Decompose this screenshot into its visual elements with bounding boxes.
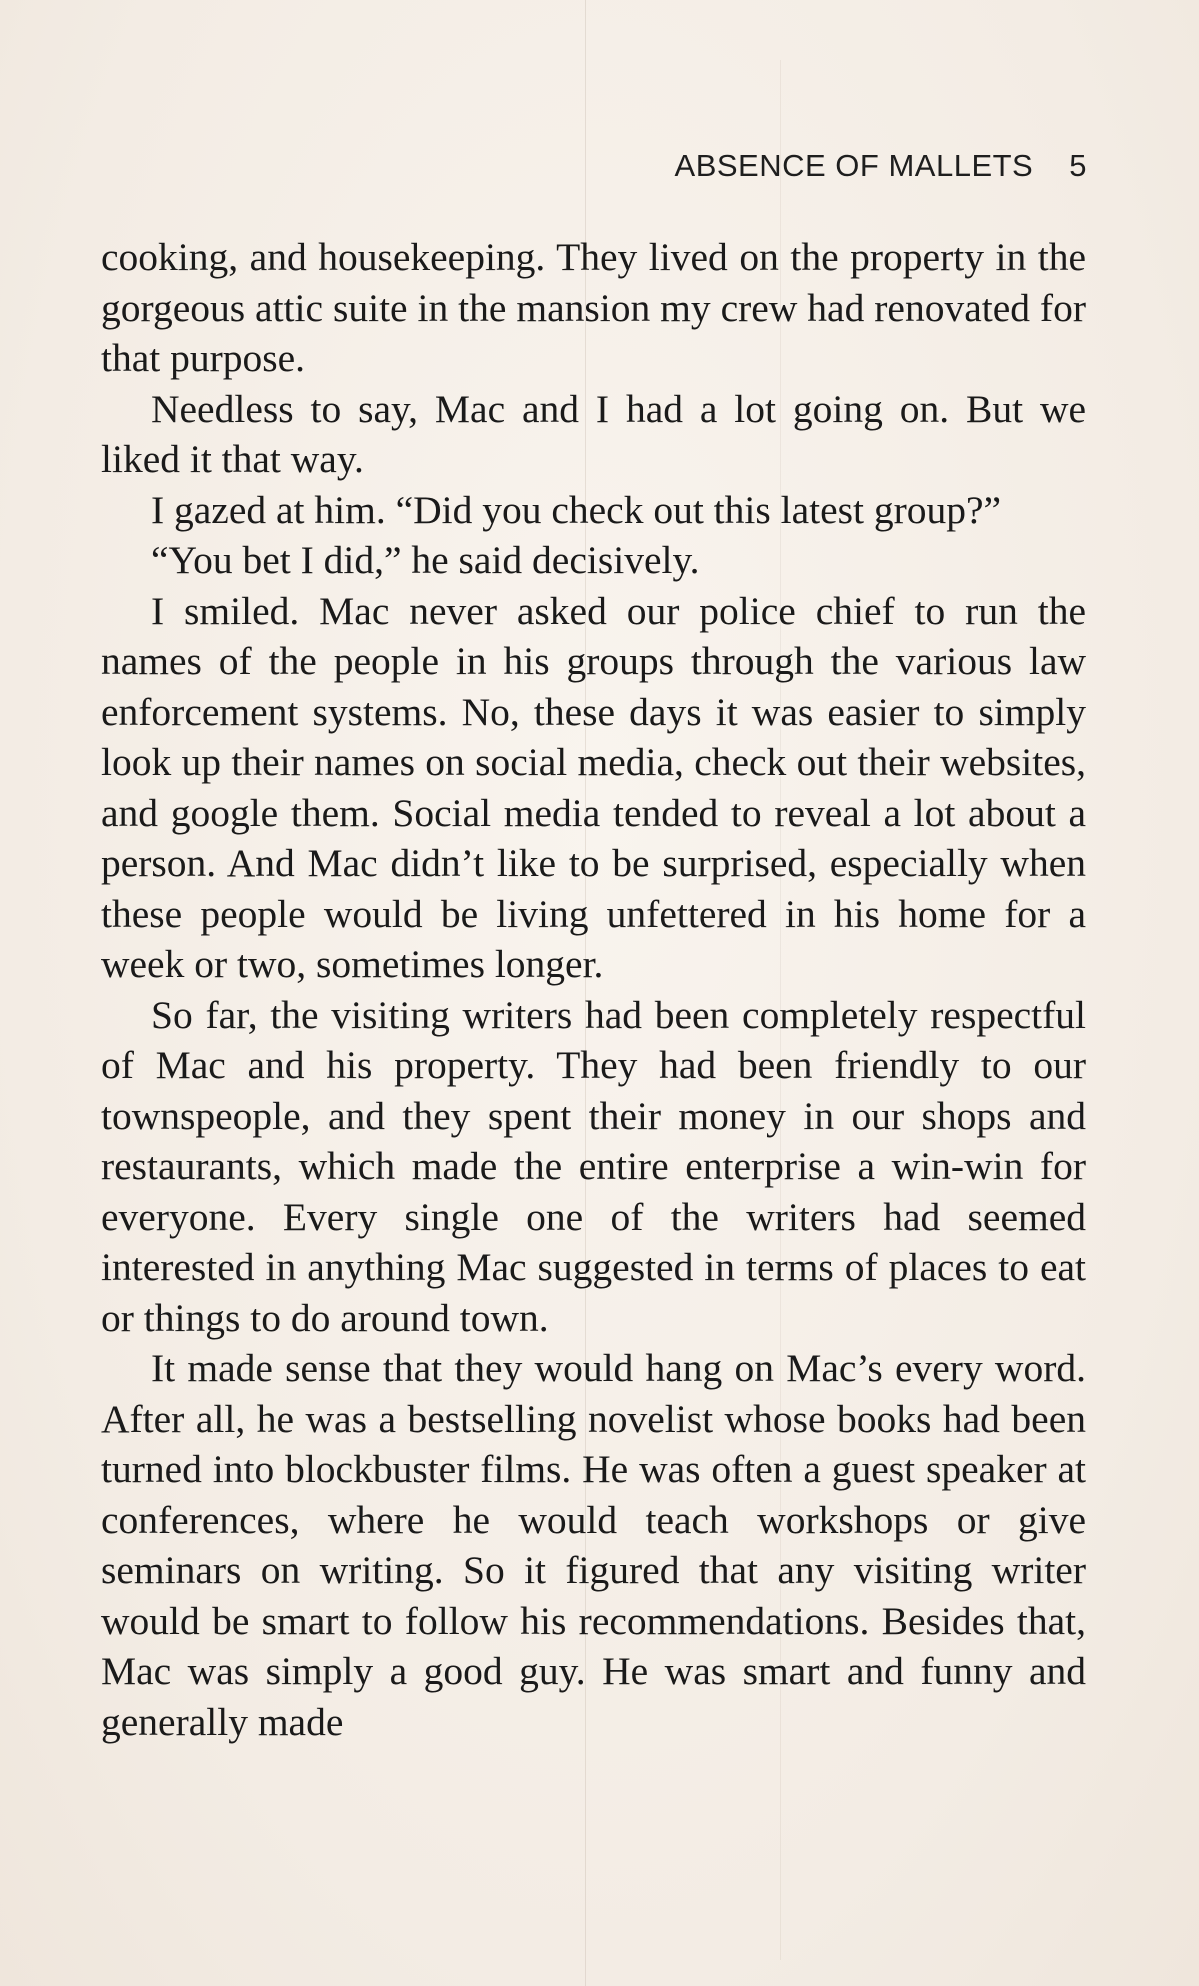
paragraph: I gazed at him. “Did you check out this latest group?” [151,487,1002,532]
body-text [101,232,1086,1747]
paragraph: cooking, and housekeeping. They lived on the property in the gorgeous attic suite in the mansion my crew had renovated for that purpose. [101,235,1086,380]
paragraph: Needless to say, Mac and I had a lot going on. But we liked it that way. [101,386,1086,481]
paragraph: So far, the visiting writers had been completely respectful of Mac and his property. They had been friendly to our townspeople, and they spent their money in our shops and restaurants, which made the entire enterprise a win-win for everyone. Every single one of the writers had seemed interested in anything Mac suggested in terms of places to eat or things to do around town. [101,992,1086,1340]
running-head [675,148,1087,184]
page-number: 5 [1069,148,1087,183]
paragraph: I smiled. Mac never asked our police chief to run the names of the people in his groups through the various law enforcement systems. No, these days it was easier to simply look up their names on social media, check out their websites, and google them. Social media tended to reveal a lot about a person. And Mac didn’t like to be surprised, especially when these people would be living unfettered in his home for a week or two, sometimes longer. [101,588,1086,986]
paragraph: “You bet I did,” he said decisively. [151,538,700,582]
paragraph: It made sense that they would hang on Mac’s every word. After all, he was a bestselling novelist whose books had been turned into blockbuster films. He was often a guest speaker at conferences, where he would teach workshops or give seminars on writing. So it figured that any visiting writer would be smart to follow his recommendations. Besides that, Mac was simply a good guy. He was smart and funny and generally made [101,1346,1086,1744]
running-head-title: ABSENCE OF MALLETS [674,148,1034,183]
